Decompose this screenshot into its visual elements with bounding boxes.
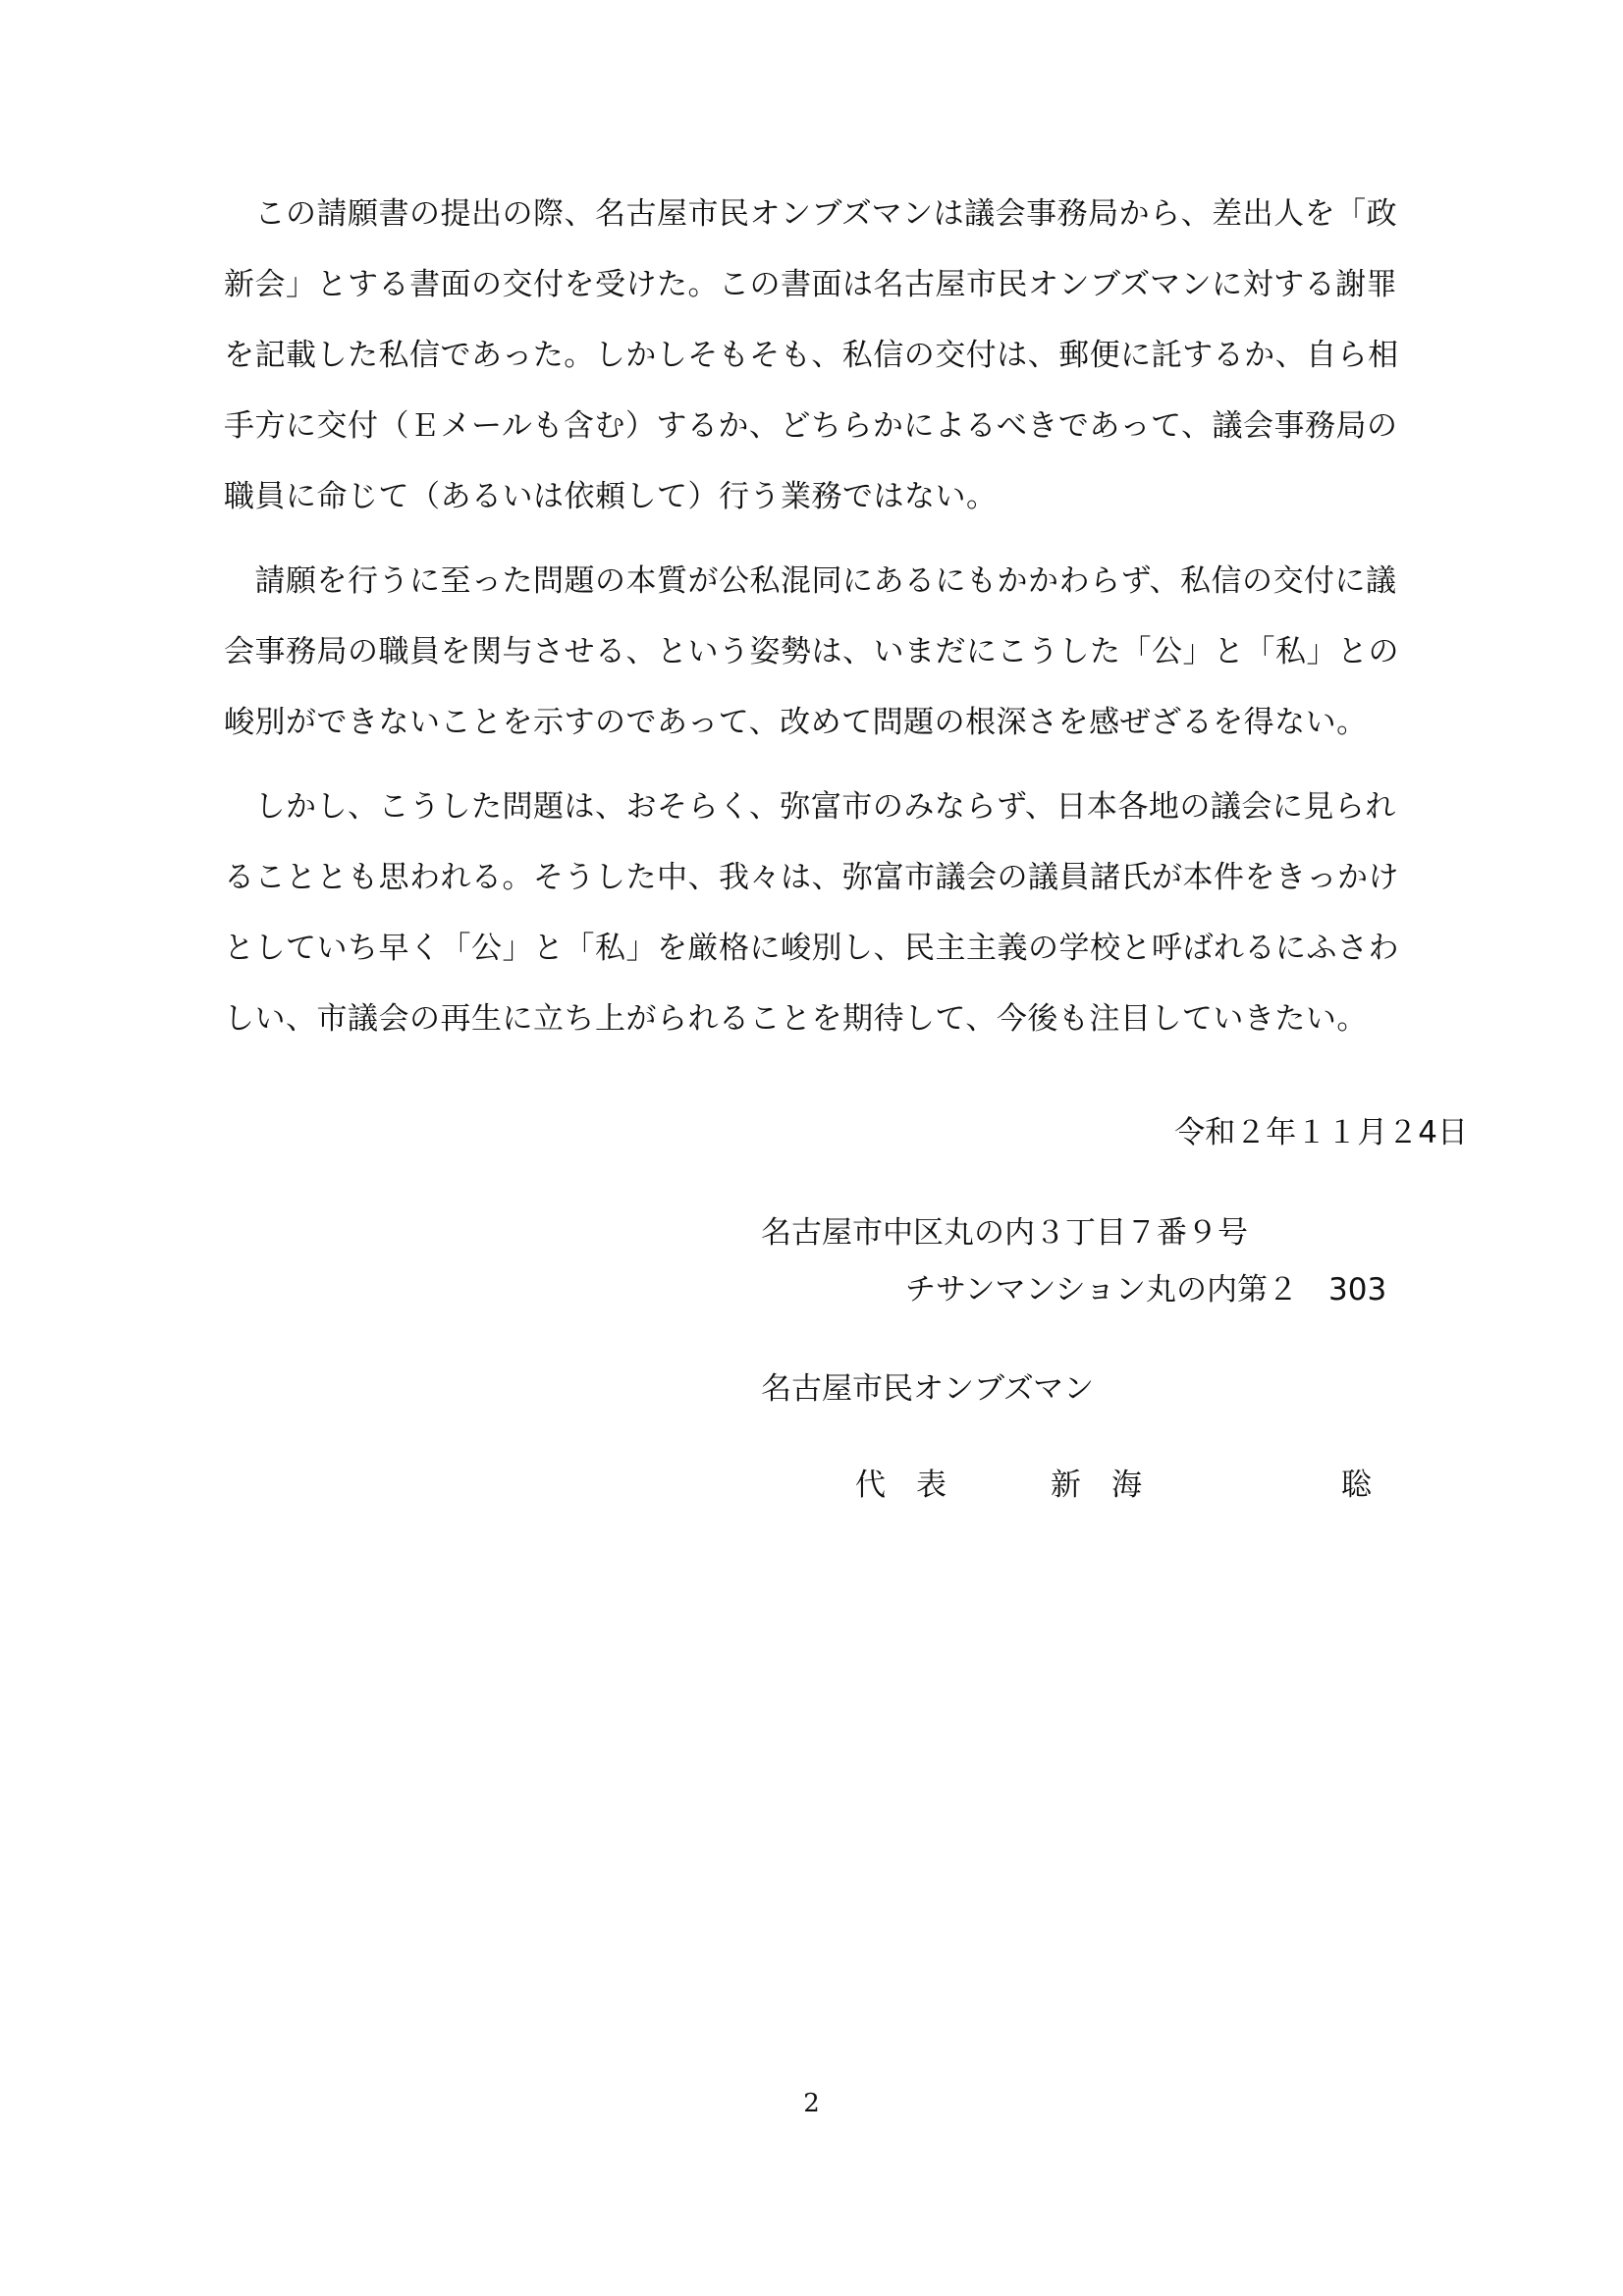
body-line-1: この請願書の提出の際、名古屋市民オンブズマンは議会事務局から、差出人を「政 (224, 196, 1398, 232)
body-line-11: としていち早く「公」と「私」を厳格に峻別し、民主主義の学校と呼ばれるにふさわ (224, 931, 1399, 966)
organization-name: 名古屋市民オンブズマン (761, 1371, 1095, 1407)
page-number: 2 (803, 2089, 820, 2118)
body-line-5: 職員に命じて（あるいは依頼して）行う業務ではない。 (224, 479, 998, 514)
body-line-10: ることとも思われる。そうした中、我々は、弥富市議会の議員諸氏が本件をきっかけ (224, 860, 1399, 895)
body-line-8: 峻別ができないことを示すのであって、改めて問題の根深さを感ぜざるを得ない。 (224, 705, 1368, 740)
address-line-2: チサンマンション丸の内第２ 303 (905, 1272, 1387, 1308)
body-line-3: を記載した私信であった。しかしそもそも、私信の交付は、郵便に託するか、自ら相 (224, 338, 1399, 373)
representative-title: 代 表 (855, 1468, 947, 1503)
body-line-9: しかし、こうした問題は、おそらく、弥富市のみならず、日本各地の議会に見られ (224, 789, 1396, 825)
representative-name-given: 聡 (1341, 1468, 1372, 1503)
address-line-1: 名古屋市中区丸の内３丁目７番９号 (761, 1215, 1248, 1251)
body-line-12: しい、市議会の再生に立ち上がられることを期待して、今後も注目していきたい。 (224, 1001, 1368, 1037)
document-date: 令和２年１１月２4日 (1174, 1115, 1468, 1150)
body-line-4: 手方に交付（Ｅメールも含む）するか、どちらかによるべきであって、議会事務局の (224, 408, 1398, 444)
body-line-2: 新会」とする書面の交付を受けた。この書面は名古屋市民オンブズマンに対する謝罪 (224, 267, 1398, 302)
body-line-7: 会事務局の職員を関与させる、という姿勢は、いまだにこうした「公」と「私」との (224, 634, 1399, 669)
representative-name-family: 新 海 (1051, 1468, 1142, 1503)
body-line-6: 請願を行うに至った問題の本質が公私混同にあるにもかかわらず、私信の交付に議 (224, 563, 1397, 599)
